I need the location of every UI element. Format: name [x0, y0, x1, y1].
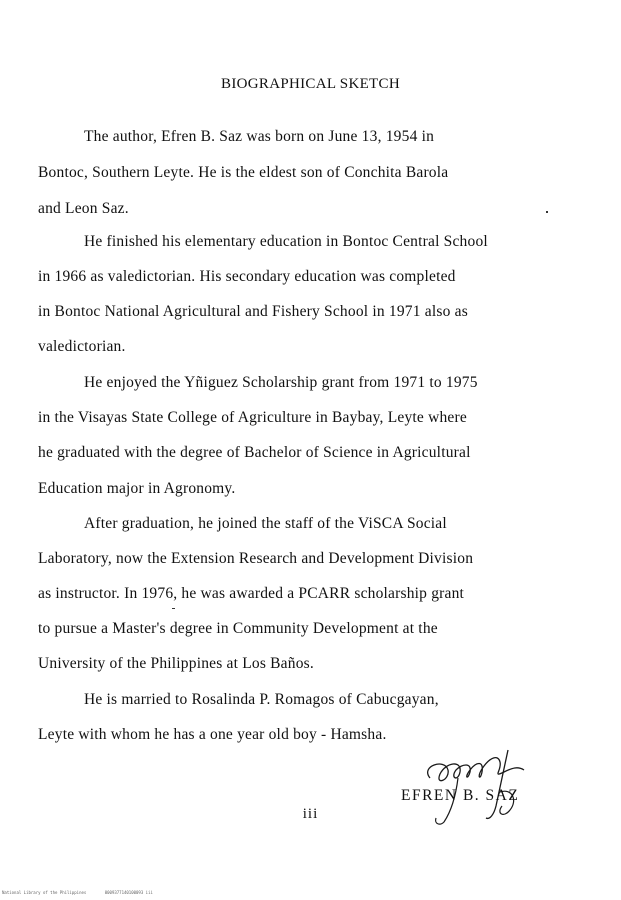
body-line: Bontoc, Southern Leyte. He is the eldest son of Conchita Barola [38, 164, 449, 181]
body-line: in the Visayas State College of Agriculture in Baybay, Leyte where [38, 409, 467, 426]
body-line: He finished his elementary education in Bontoc Central School [84, 233, 488, 250]
body-line: to pursue a Master's degree in Community Development at the [38, 620, 438, 637]
page-number: iii [302, 806, 319, 822]
body-line: Education major in Agronomy. [38, 480, 236, 497]
body-line: After graduation, he joined the staff of the ViSCA Social [84, 515, 447, 532]
footer-id: 0009377140100093 iii [104, 890, 153, 895]
body-line: he graduated with the degree of Bachelor of Science in Agricultural [38, 444, 471, 461]
body-line: He enjoyed the Yñiguez Scholarship grant from 1971 to 1975 [84, 374, 478, 391]
footer-source: National Library of the Philippines [2, 890, 87, 895]
scan-speck [172, 608, 175, 609]
body-line: as instructor. In 1976, he was awarded a PCARR scholarship grant [38, 585, 465, 602]
signature-name: EFREN B. SAZ [401, 787, 520, 804]
body-line: in 1966 as valedictorian. His secondary education was completed [38, 268, 456, 285]
body-line: and Leon Saz. [38, 200, 129, 217]
scan-footer [2, 890, 169, 895]
body-line: valedictorian. [38, 338, 126, 355]
scan-speck [546, 211, 548, 213]
body-line: in Bontoc National Agricultural and Fishery School in 1971 also as [38, 303, 468, 320]
body-line: University of the Philippines at Los Baños. [38, 655, 314, 672]
body-line: Leyte with whom he has a one year old boy - Hamsha. [38, 726, 387, 743]
body-line: He is married to Rosalinda P. Romagos of Cabucgayan, [84, 691, 439, 708]
document-title: BIOGRAPHICAL SKETCH [221, 76, 400, 92]
body-line: Laboratory, now the Extension Research and Development Division [38, 550, 474, 567]
body-line: The author, Efren B. Saz was born on June 13, 1954 in [84, 128, 435, 145]
